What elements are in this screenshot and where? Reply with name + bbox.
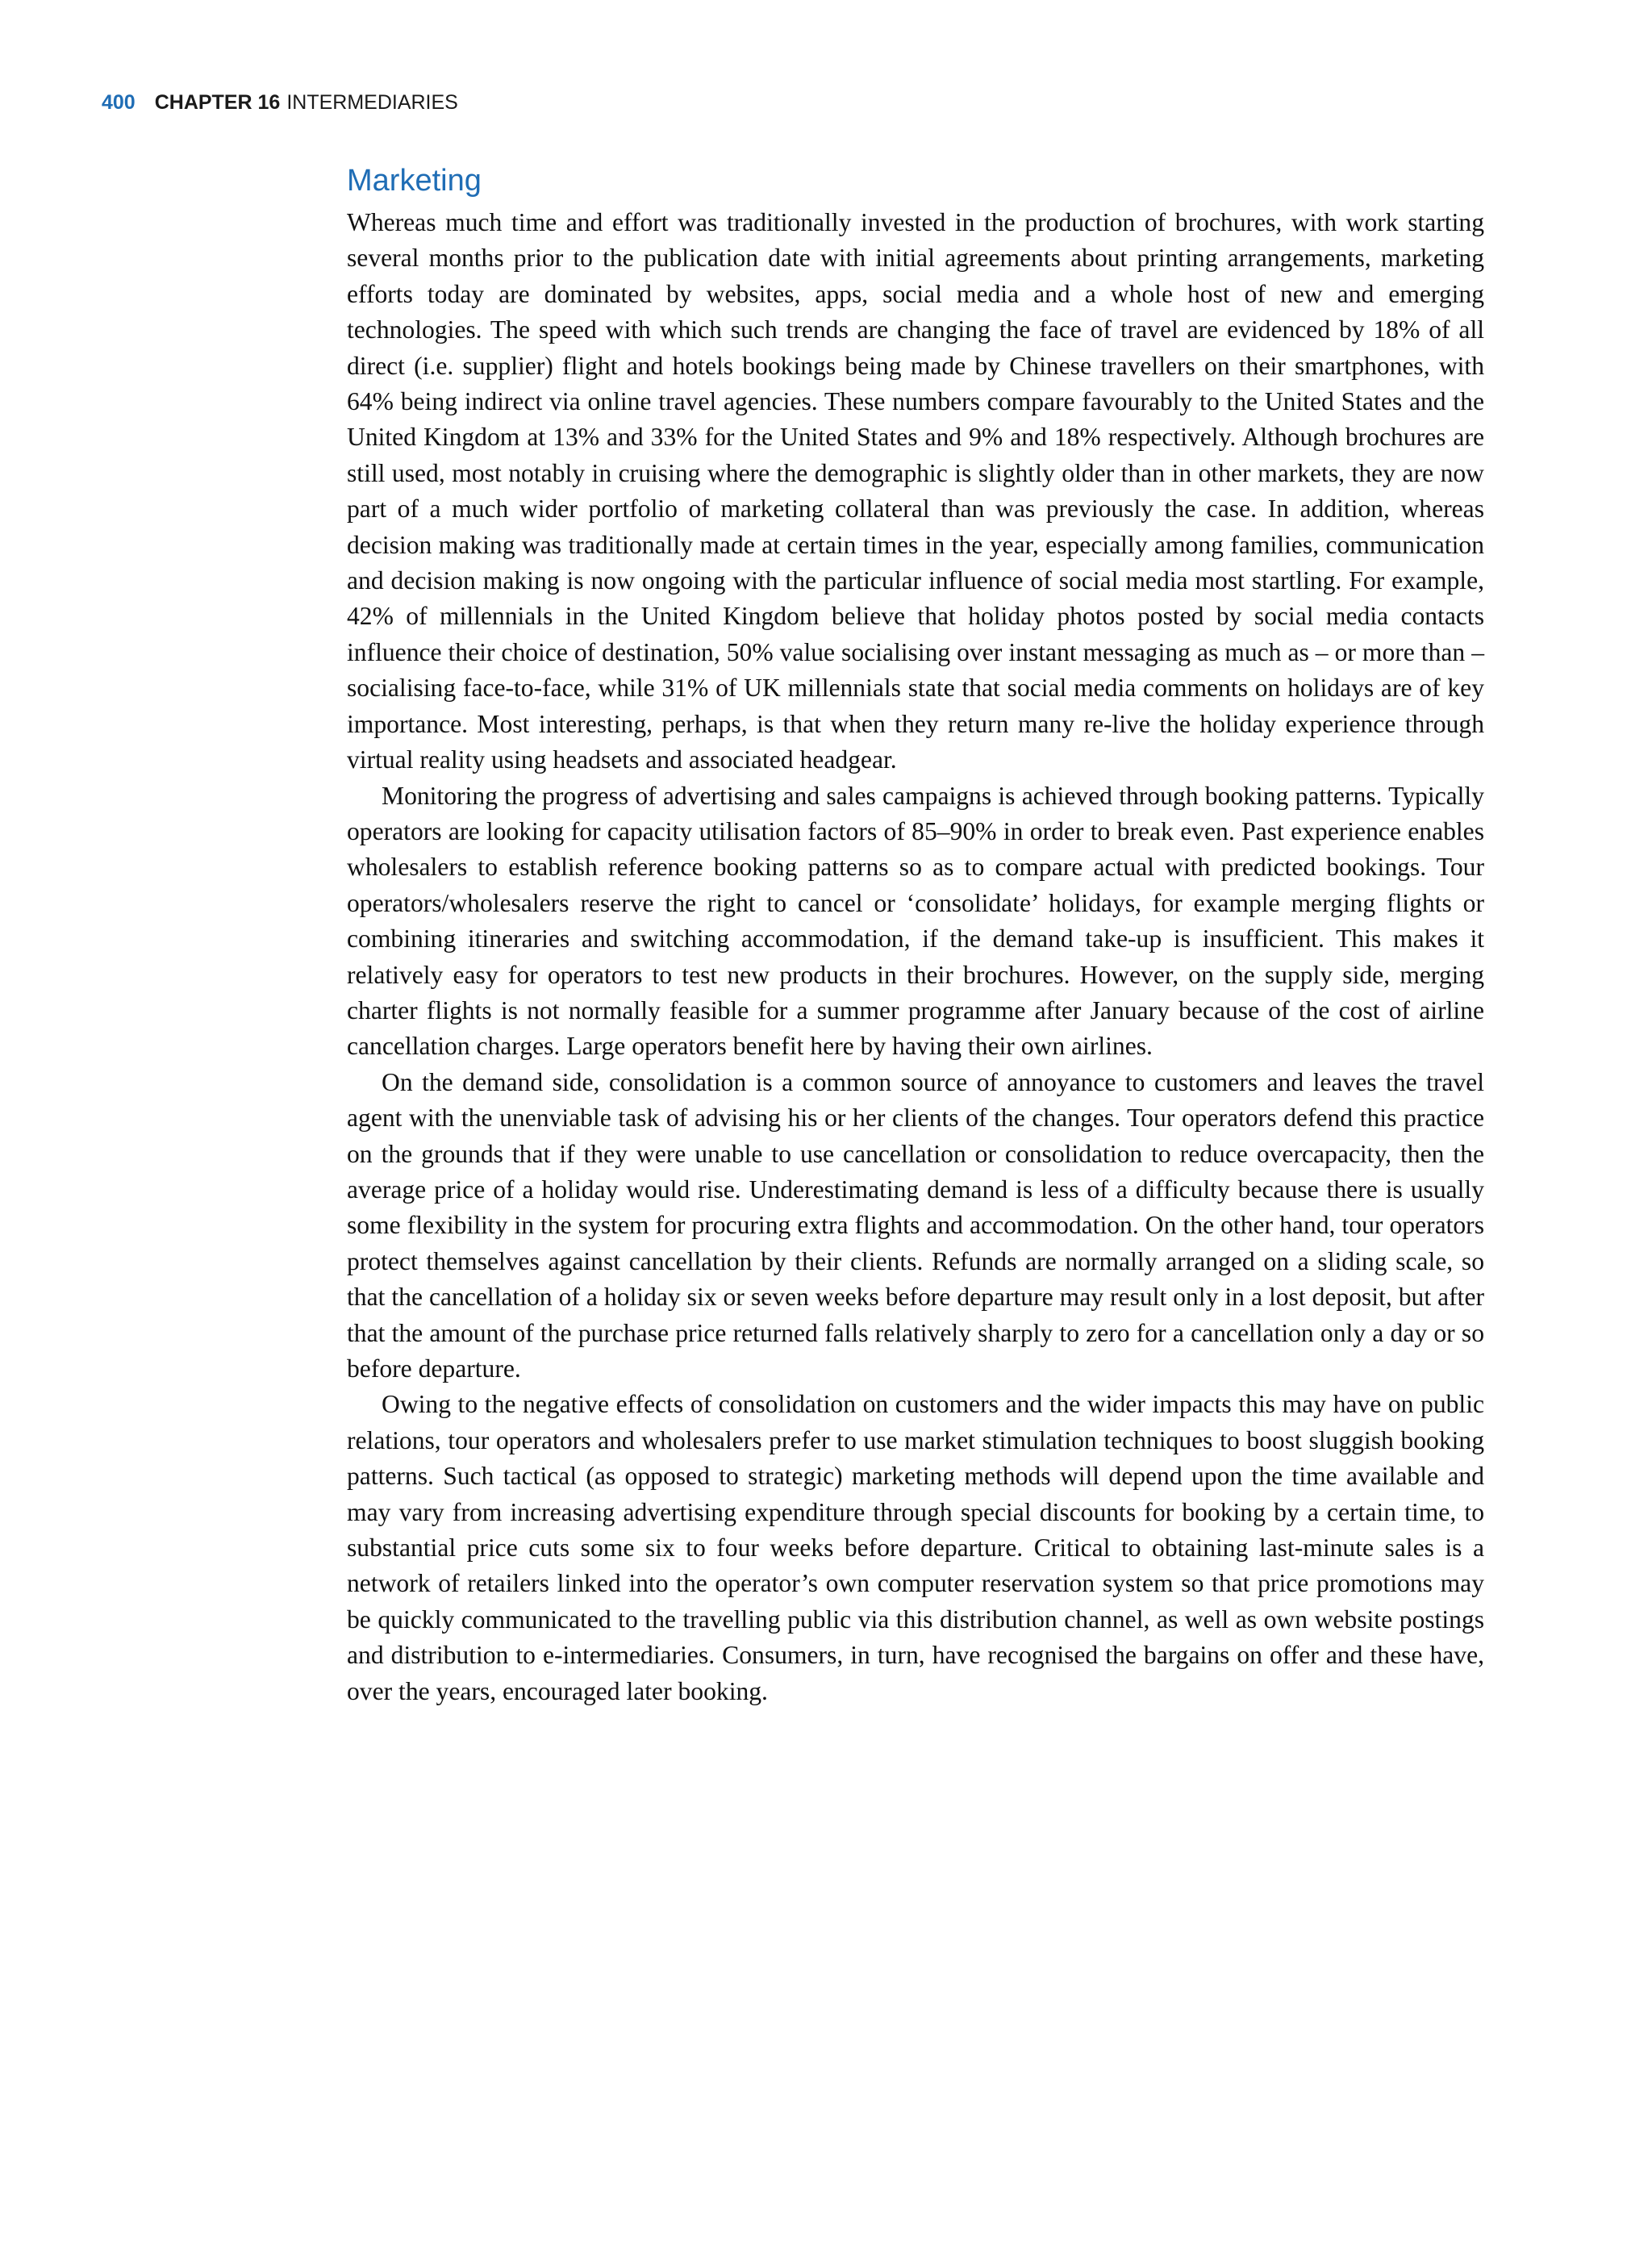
body-paragraph-4: Owing to the negative effects of consolidation on customers and the wider impacts this may have on public relations, tour operators and wholesalers prefer to use market stimulation techniques to boost sluggish booking patterns. Such tactical (as opposed to strategic) marketing methods will depend upon the time available and may vary from increasing advertising expenditure through special discounts for booking by a certain time, to substantial price cuts some six to four weeks before departure. Critical to obtaining last-minute sales is a network of retailers linked into the operator’s own computer reservation system so that price promotions may be quickly communicated to the travelling public via this distribution channel, as well as own website postings and distribution to e-intermediaries. Consumers, in turn, have recognised the bargains on offer and these have, over the years, encouraged later booking. [347, 1390, 1484, 1705]
running-head [102, 89, 458, 116]
body-paragraph-3: On the demand side, consolidation is a common source of annoyance to customers and leaves the travel agent with the unenviable task of advising his or her clients of the changes. Tour operators defend this practice on the grounds that if they were unable to use cancellation or consolidation to reduce overcapacity, then the average price of a holiday would rise. Underestimating demand is less of a difficulty because there is usually some flexibility in the system for procuring extra flights and accommodation. On the other hand, tour operators protect themselves against cancellation by their clients. Refunds are normally arranged on a sliding scale, so that the cancellation of a holiday six or seven weeks before departure may result only in a lost deposit, but after that the amount of the purchase price returned falls relatively sharply to zero for a cancellation only a day or so before departure. [347, 1067, 1484, 1383]
chapter-title: INTERMEDIARIES [286, 91, 458, 114]
body-paragraph-2: Monitoring the progress of advertising and sales campaigns is achieved through booking patterns. Typically operators are looking for capacity utilisation factors of 85–90% in order to break even. Past experience enables wholesalers to establish reference booking patterns so as to compare actual with predicted bookings. Tour operators/wholesalers reserve the right to cancel or ‘consolidate’ holidays, for example merging flights or combining itineraries and switching accommodation, if the demand take-up is insufficient. This makes it relatively easy for operators to test new products in their brochures. However, on the supply side, merging charter flights is not normally feasible for a summer programme after January because of the cost of airline cancellation charges. Large operators benefit here by having their own airlines. [347, 781, 1484, 1061]
chapter-label: CHAPTER 16 [154, 91, 281, 114]
section-heading: Marketing [347, 164, 482, 198]
main-content [347, 160, 1484, 1709]
page-number: 400 [102, 91, 136, 114]
body-paragraph-1: Whereas much time and effort was traditionally invested in the production of brochures, with work starting several months prior to the publication date with initial agreements about printing arrangements, marketing efforts today are dominated by websites, apps, social media and a whole host of new and emerging technologies. The speed with which such trends are changing the face of travel are evidenced by 18% of all direct (i.e. supplier) flight and hotels bookings being made by Chinese travellers on their smartphones, with 64% being indirect via online travel agencies. These numbers compare favourably to the United States and the United Kingdom at 13% and 33% for the United States and 9% and 18% respectively. Although brochures are still used, most notably in cruising where the demographic is slightly older than in other markets, they are now part of a much wider portfolio of marketing collateral than was previously the case. In addition, whereas decision making was traditionally made at certain times in the year, especially among families, communication and decision making is now ongoing with the particular influence of social media most startling. For example, 42% of millennials in the United Kingdom believe that holiday photos posted by social media contacts influence their choice of destination, 50% value socialising over instant messaging as much as – or more than – socialising face-to-face, while 31% of UK millennials state that social media comments on holidays are of key importance. Most interesting, perhaps, is that when they return many re-live the holiday experience through virtual reality using headsets and associated headgear. [347, 208, 1484, 774]
